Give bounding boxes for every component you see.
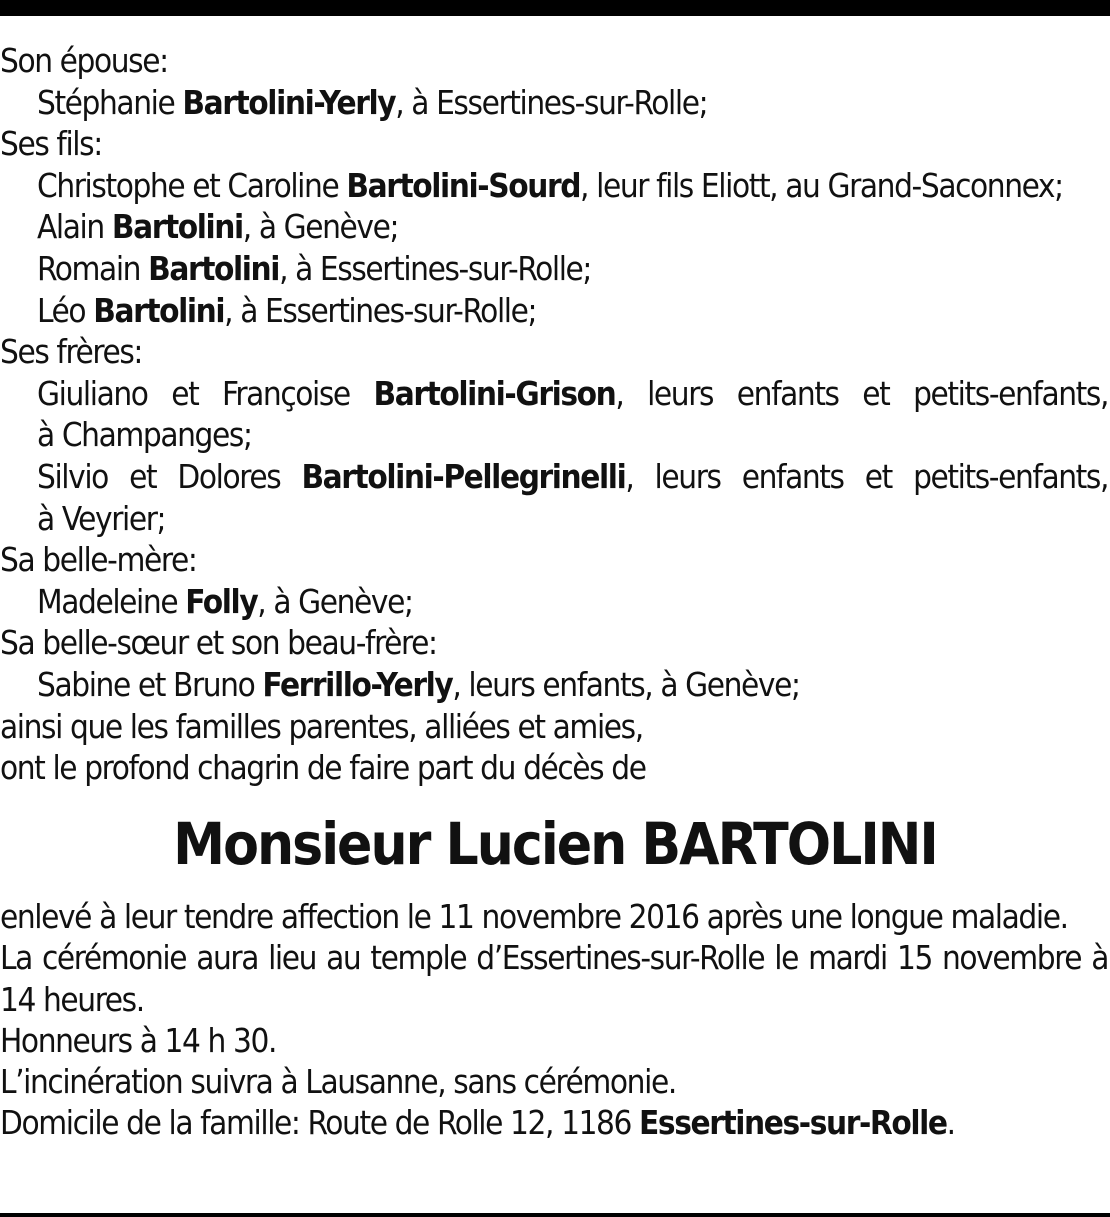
sons-heading: Ses fils: [0, 124, 102, 164]
relatives-list [0, 40, 1110, 789]
brother-entry-continuation: à Champanges; [37, 415, 252, 455]
son-entry: Romain Bartolini, à Essertines-sur-Rolle; [37, 248, 592, 288]
deceased-name: Monsieur Lucien BARTOLINI [173, 810, 937, 878]
surname: Folly [185, 581, 258, 621]
in-laws-heading: Sa belle-sœur et son beau-frère: [0, 623, 437, 663]
honours-info: Honneurs à 14 h 30. [0, 1020, 276, 1060]
surname: Bartolini-Sourd [346, 165, 581, 205]
son-entry: Alain Bartolini, à Genève; [37, 207, 399, 247]
brother-entry: Silvio et Dolores Bartolini-Pellegrinelli, leurs enfants et petits-enfants, [37, 456, 1108, 496]
surname: Bartolini-Pellegrinelli [301, 456, 626, 496]
in-laws-entry: Sabine et Bruno Ferrillo-Yerly, leurs enfants, à Genève; [37, 664, 800, 704]
death-notice: enlevé à leur tendre affection le 11 novembre 2016 après une longue maladie. [0, 897, 1068, 936]
brother-entry-continuation: à Veyrier; [37, 498, 166, 538]
son-entry: Léo Bartolini, à Essertines-sur-Rolle; [37, 290, 537, 330]
surname: Bartolini-Grison [373, 373, 616, 413]
mother-in-law-entry: Madeleine Folly, à Genève; [37, 581, 413, 621]
funeral-details [0, 896, 1110, 1144]
surname: Ferrillo-Yerly [262, 664, 453, 704]
surname: Bartolini-Yerly [182, 82, 396, 122]
brother-entry: Giuliano et Françoise Bartolini-Grison, leurs enfants et petits-enfants, [37, 373, 1109, 413]
cremation-info: L’incinération suivra à Lausanne, sans cérémonie. [0, 1062, 676, 1102]
domicile-info: Domicile de la famille: Route de Rolle 12, 1186 Essertines-sur-Rolle. [0, 1103, 955, 1143]
mother-in-law-heading: Sa belle-mère: [0, 540, 197, 580]
spouse-entry: Stéphanie Bartolini-Yerly, à Essertines-sur-Rolle; [37, 82, 708, 122]
top-rule [0, 0, 1110, 16]
bottom-rule [0, 1213, 1110, 1217]
domicile-place: Essertines-sur-Rolle [639, 1103, 947, 1143]
surname: Bartolini [111, 207, 243, 247]
surname: Bartolini [148, 248, 280, 288]
closing-line: ont le profond chagrin de faire part du décès de [0, 748, 646, 788]
brothers-heading: Ses frères: [0, 332, 143, 372]
son-entry: Christophe et Caroline Bartolini-Sourd, leur fils Eliott, au Grand-Saconnex; [37, 165, 1063, 205]
ceremony-info: La cérémonie aura lieu au temple d’Essertines-sur-Rolle le mardi 15 novembre à 14 heures. [0, 938, 1108, 1019]
spouse-heading: Son épouse: [0, 41, 168, 80]
closing-line: ainsi que les familles parentes, alliées et amies, [0, 706, 643, 746]
surname: Bartolini [93, 290, 225, 330]
